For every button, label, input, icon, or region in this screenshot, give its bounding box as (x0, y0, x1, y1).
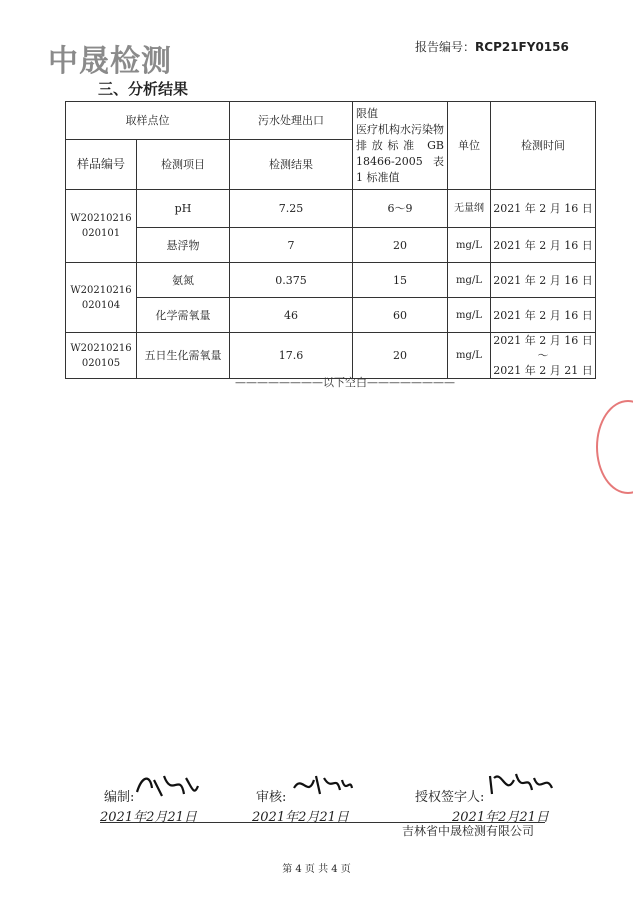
limit-cell: 20 (353, 228, 448, 263)
table-row (66, 333, 596, 379)
limit-header: 限值 医疗机构水污染物排放标准 GB 18466-2005 表 1 标准值 (353, 102, 448, 190)
unit-header: 单位 (448, 102, 491, 190)
result-cell: 7 (230, 228, 353, 263)
compiler-signature (132, 768, 202, 804)
table-row (66, 228, 596, 263)
item-cell: 化学需氧量 (137, 298, 230, 333)
company-logo: 中晟检测 (48, 44, 172, 79)
reviewer-date: 2021年2月21日 (252, 810, 349, 825)
company-name: 吉林省中晟检测有限公司 (402, 824, 535, 838)
report-number-label: 报告编号： (415, 40, 476, 54)
report-number-value: RCP21FY0156 (475, 40, 569, 54)
table-header-row-1 (66, 102, 596, 140)
table-row (66, 298, 596, 333)
limit-cell: 6～9 (353, 190, 448, 228)
compiler-label: 编制: (104, 790, 135, 805)
reviewer-label: 审核: (256, 790, 287, 805)
time-cell: 2021 年 2 月 16 日 (491, 298, 596, 333)
page-number: 第 4 页 共 4 页 (282, 864, 351, 875)
unit-cell: 无量纲 (448, 190, 491, 228)
compiler-date: 2021年2月21日 (100, 810, 197, 825)
reviewer-signature (290, 768, 354, 802)
time-cell: 2021 年 2 月 16 日 (491, 190, 596, 228)
unit-cell: mg/L (448, 298, 491, 333)
item-cell: 悬浮物 (137, 228, 230, 263)
time-header: 检测时间 (491, 102, 596, 190)
item-cell: 五日生化需氧量 (137, 333, 230, 379)
item-header: 检测项目 (137, 140, 230, 190)
unit-cell: mg/L (448, 263, 491, 298)
unit-cell: mg/L (448, 333, 491, 379)
sample-no-cell: W20210216 020105 (66, 333, 137, 379)
table-row (66, 190, 596, 228)
time-cell: 2021 年 2 月 16 日～ 2021 年 2 月 21 日 (491, 333, 596, 379)
sample-no-header: 样品编号 (66, 140, 137, 190)
table-row (66, 263, 596, 298)
sample-no-cell: W20210216 020101 (66, 190, 137, 263)
time-cell: 2021 年 2 月 16 日 (491, 228, 596, 263)
unit-cell: mg/L (448, 228, 491, 263)
sampling-point-label: 取样点位 (66, 102, 230, 140)
result-cell: 0.375 (230, 263, 353, 298)
sample-no-cell: W20210216 020104 (66, 263, 137, 333)
result-cell: 46 (230, 298, 353, 333)
sampling-point-value: 污水处理出口 (230, 102, 353, 140)
result-cell: 17.6 (230, 333, 353, 379)
item-cell: 氨氮 (137, 263, 230, 298)
approver-signature (486, 766, 554, 802)
section-title: 三、分析结果 (98, 80, 189, 98)
report-number (415, 38, 569, 55)
results-table (65, 101, 596, 379)
result-cell: 7.25 (230, 190, 353, 228)
limit-cell: 60 (353, 298, 448, 333)
approver-date: 2021年2月21日 (452, 810, 549, 825)
stamp-seal (596, 400, 633, 494)
limit-cell: 15 (353, 263, 448, 298)
blank-note: ————————以下空白———————— (235, 376, 455, 389)
limit-cell: 20 (353, 333, 448, 379)
approver-label: 授权签字人: (415, 790, 485, 805)
result-header: 检测结果 (230, 140, 353, 190)
item-cell: pH (137, 190, 230, 228)
time-cell: 2021 年 2 月 16 日 (491, 263, 596, 298)
